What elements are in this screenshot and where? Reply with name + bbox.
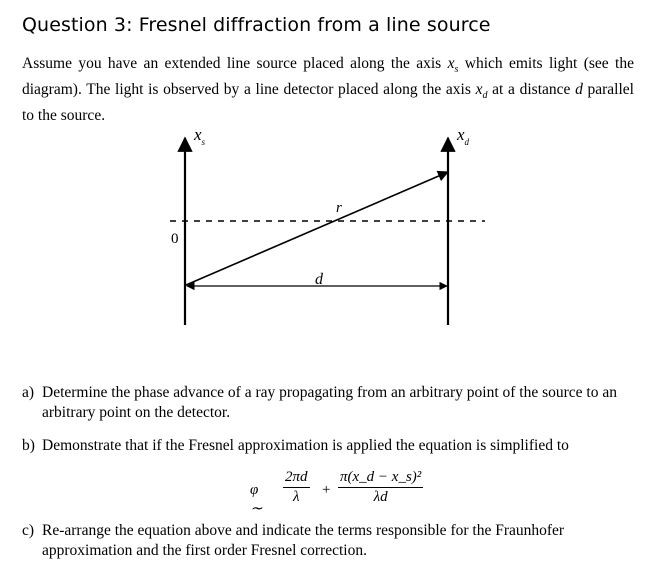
question-c (22, 521, 634, 561)
question-c-text: Re-arrange the equation above and indicate the terms responsible for the Fraunhofer approximation and the first order Fresnel correction. (42, 522, 565, 559)
zero-label: 0 (171, 231, 179, 247)
question-a-text: Determine the phase advance of a ray propagating from an arbitrary point of the source to an arbitrary point on the detector. (42, 384, 617, 421)
ray-label: r (336, 200, 342, 216)
source-axis-label: $x_s$ (194, 125, 206, 147)
question-b-text: Demonstrate that if the Fresnel approximation is applied the equation is simplified to (42, 437, 569, 454)
detector-axis-symbol: $x_d$ (475, 81, 488, 102)
intro-text-2: which emits light (see the diagram). The light is observed by a line detector placed along the axis (22, 55, 634, 99)
distance-symbol: d (575, 81, 583, 99)
source-axis-symbol: $x_s$ (447, 55, 459, 76)
formula-term2-numerator: π(x_d − x_s)² (338, 469, 423, 488)
question-title: Question 3: Fresnel diffraction from a line source (22, 14, 491, 36)
intro-paragraph (22, 54, 634, 126)
formula-term1-denominator: λ (293, 489, 300, 505)
ray-line (186, 172, 448, 285)
intro-text-3: at a distance (487, 81, 576, 99)
formula-plus: + (322, 482, 331, 498)
intro-text-4: parallel to the source. (22, 81, 634, 125)
question-a-label: a) (22, 384, 35, 401)
diffraction-diagram (150, 120, 500, 335)
formula-lhs: φ ∼ (250, 482, 263, 517)
formula-term2 (338, 469, 423, 506)
formula-term2-denominator: λd (373, 489, 388, 505)
question-b (22, 436, 634, 456)
question-c-label: c) (22, 522, 35, 539)
intro-text-1: Assume you have an extended line source placed along the axis (22, 55, 448, 72)
detector-axis-label: $x_d$ (457, 125, 470, 147)
formula-term1 (283, 469, 310, 506)
question-a (22, 383, 634, 423)
formula-term1-numerator: 2πd (283, 469, 310, 488)
distance-label: d (315, 271, 323, 288)
question-b-label: b) (22, 437, 35, 454)
